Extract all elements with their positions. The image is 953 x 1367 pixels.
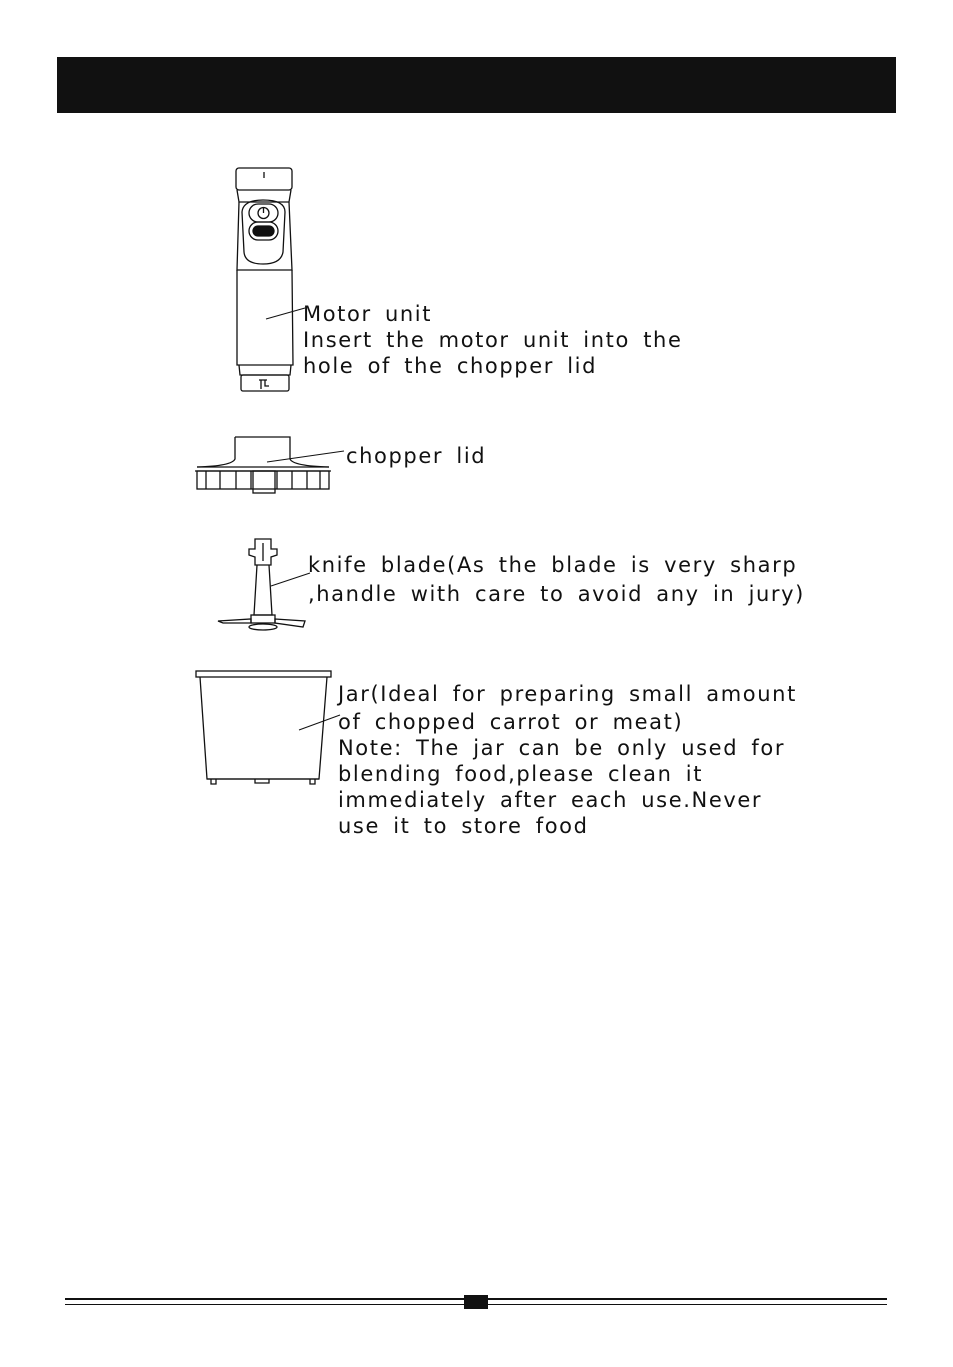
caption-line: hole of the chopper lid (303, 354, 598, 378)
knife-blade-leader-line (270, 570, 312, 590)
knife-blade-caption (308, 551, 805, 609)
caption-line: ,handle with care to avoid any in jury) (308, 582, 805, 606)
caption-line: of chopped carrot or meat) (338, 710, 684, 734)
caption-line: Jar(Ideal for preparing small amount (338, 682, 797, 706)
header-bar (57, 57, 896, 113)
caption-line: chopper lid (346, 444, 487, 468)
chopper-lid-leader-line (266, 448, 346, 466)
jar-caption (338, 680, 797, 839)
caption-line: knife blade(As the blade is very sharp (308, 553, 798, 577)
caption-line: immediately after each use.Never (338, 788, 763, 812)
caption-line: use it to store food (338, 814, 589, 838)
chopper-lid-caption (346, 443, 486, 469)
motor-unit-caption (303, 301, 682, 379)
caption-line: blending food,please clean it (338, 762, 704, 786)
page-number-tab (464, 1295, 488, 1309)
jar-leader-line (298, 712, 343, 734)
caption-line: Insert the motor unit into the (303, 328, 683, 352)
caption-line: Note: The jar can be only used for (338, 736, 786, 760)
caption-line: Motor unit (303, 302, 433, 326)
